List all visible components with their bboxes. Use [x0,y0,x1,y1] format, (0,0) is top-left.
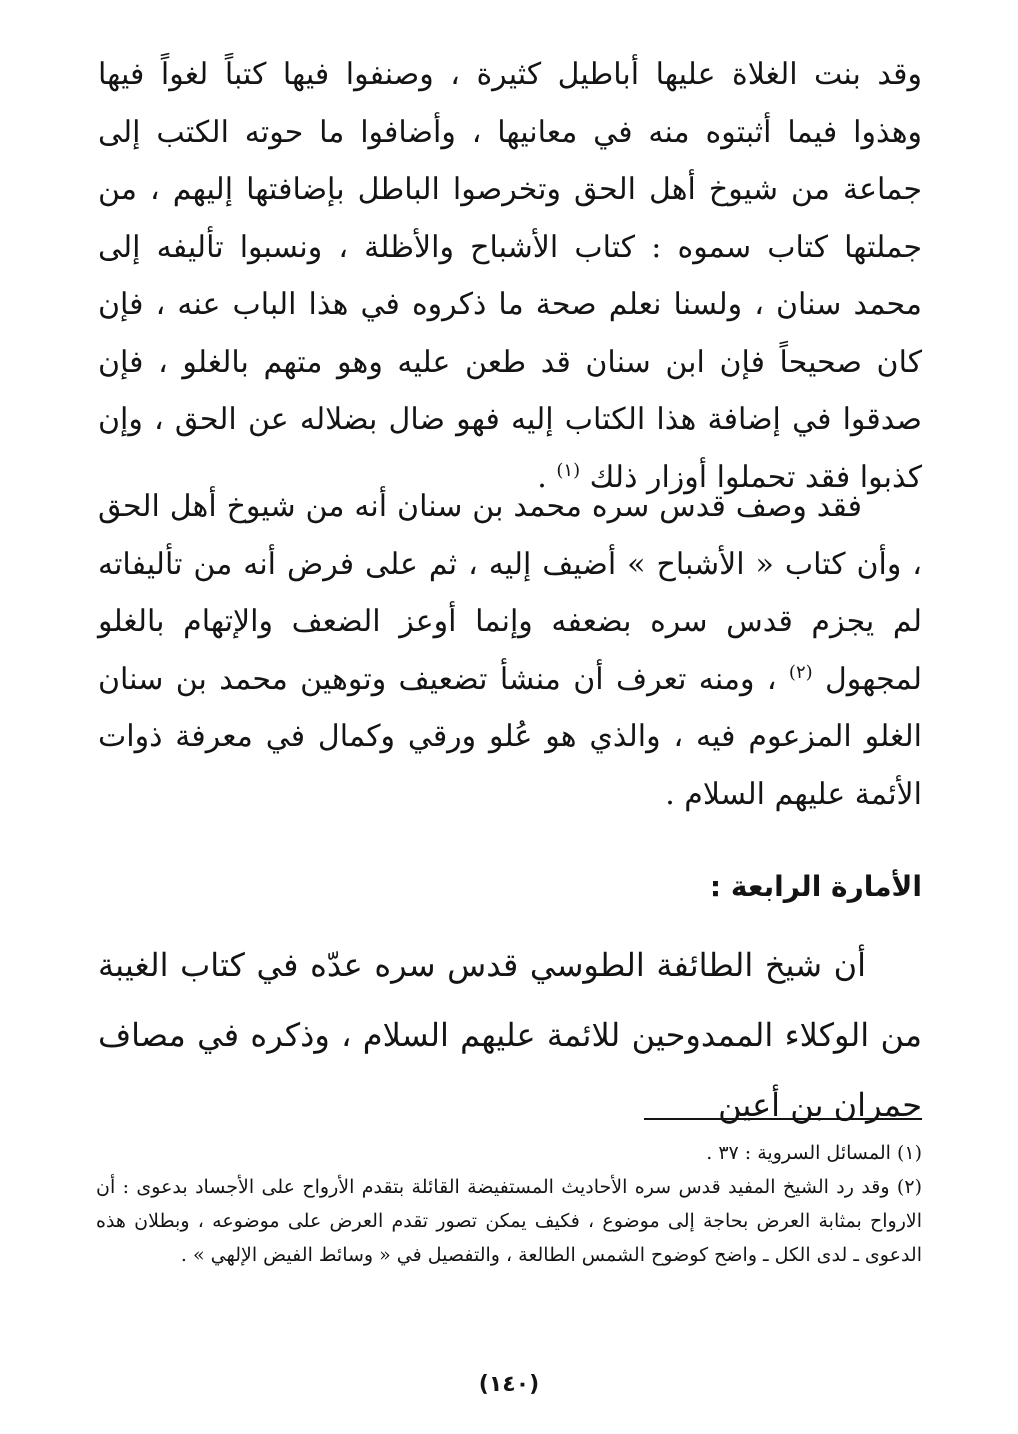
footnote-separator [644,1118,922,1120]
section-heading: الأمارة الرابعة : [709,870,922,903]
footnote-2: (٢) وقد رد الشيخ المفيد قدس سره الأحاديث المستفيضة القائلة بتقدم الأرواح على الأجساد بدعوى : أن الارواح بمثابة العرض بحاجة إلى موضوع ، فكيف يمكن تصور تقدم العرض على موضوعه ، وبطلان هذه الدعوى ـ لدى الكل ـ واضح كوضوح الشمس الطالعة ، والتفصيل في « وسائط الفيض الإلهي » . [96,1176,922,1266]
page-number: (١٤٠) [478,1372,540,1397]
paragraph-1 [98,46,922,506]
footnote-1: (١) المسائل السروية : ٣٧ . [706,1142,922,1164]
footnote-reference-2: (٢) [788,661,813,683]
footnote-reference-1: (١) [556,459,581,481]
paragraph-2-text-start: فقد وصف قدس سره محمد بن سنان أنه من شيوخ أهل الحق ، وأن كتاب « الأشباح » أضيف إليه ، ثم على فرض أنه من تأليفاته لم يجزم قدس سره بضعفه وإنما أوعز الضعف والإتهام بالغلو لمجهول [98,489,922,697]
paragraph-2-text-end: ، ومنه تعرف أن منشأ تضعيف وتوهين محمد بن سنان الغلو المزعوم فيه ، والذي هو عُلو ورقي وكمال في معرفة ذوات الأئمة عليهم السلام . [98,661,922,812]
paragraph-3: أن شيخ الطائفة الطوسي قدس سره عدّه في كتاب الغيبة من الوكلاء الممدوحين للائمة عليهم السلام ، وذكره في مصاف حمران بن أعين [98,946,922,1124]
paragraph-1-end: . [537,459,547,495]
paragraph-2 [98,478,922,823]
footnotes [96,1136,922,1272]
paragraph-1-text: وقد بنت الغلاة عليها أباطيل كثيرة ، وصنفوا فيها كتباً لغواً فيها وهذوا فيما أثبتوه منه في معانيها ، وأضافوا ما حوته الكتب إلى جماعة من شيوخ أهل الحق وتخرصوا الباطل بإضافتها إليهم ، من جملتها كتاب سموه : كتاب الأشباح والأظلة ، ونسبوا تأليفه إلى محمد سنان ، ولسنا نعلم صحة ما ذكروه في هذا الباب عنه ، فإن كان صحيحاً فإن ابن سنان قد طعن عليه وهو متهم بالغلو ، فإن صدقوا في إضافة هذا الكتاب إليه فهو ضال بضلاله عن الحق ، وإن كذبوا فقد تحملوا أوزار ذلك [98,57,922,495]
